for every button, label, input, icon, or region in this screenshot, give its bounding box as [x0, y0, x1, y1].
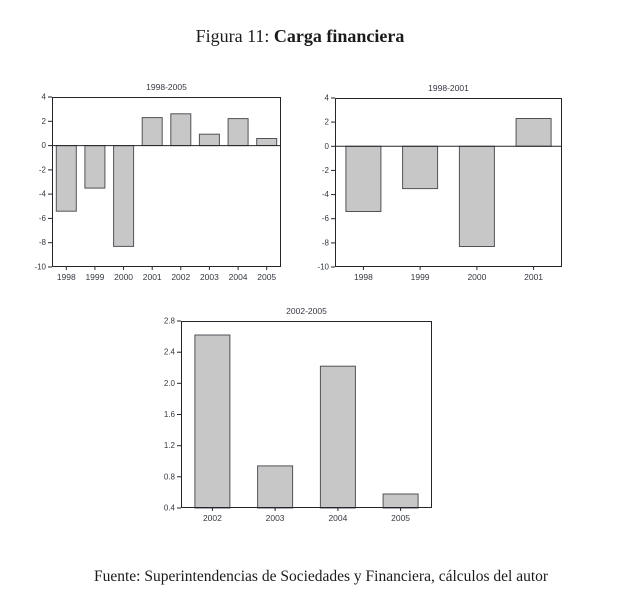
- y-tick-label: 2.0: [163, 378, 175, 388]
- figure-title-text: Carga financiera: [273, 26, 405, 46]
- bar-chart-2002-2005: [149, 303, 449, 536]
- y-tick-label: 4: [324, 93, 329, 103]
- x-tick-label: 2003: [265, 513, 285, 523]
- x-tick-label: 1999: [85, 272, 105, 282]
- y-tick-label: 4: [41, 92, 46, 102]
- bar-2001: [142, 118, 162, 146]
- x-tick-label: 2000: [467, 272, 487, 282]
- bar-2000: [114, 146, 134, 247]
- y-tick-label: 0: [41, 141, 46, 151]
- chart-title: 2002-2005: [286, 306, 327, 316]
- bar-chart-1998-2005: [20, 80, 310, 293]
- bar-chart-1998-2001: [303, 80, 593, 293]
- bar-2000: [459, 146, 494, 246]
- chart-canvas-1998-2005: [20, 80, 310, 288]
- y-tick-label: 0.8: [163, 472, 175, 482]
- y-tick-label: 1.6: [163, 410, 175, 419]
- x-tick-label: 2000: [114, 272, 134, 282]
- figure-title: [0, 26, 600, 47]
- x-tick-label: 1999: [410, 272, 430, 282]
- y-tick-label: -8: [321, 238, 329, 248]
- bar-2004: [320, 366, 355, 508]
- y-tick-label: -4: [321, 190, 329, 200]
- bar-2001: [516, 119, 551, 147]
- chart-title: 1998-2005: [146, 82, 187, 92]
- x-tick-label: 2002: [202, 513, 222, 523]
- x-tick-label: 2004: [328, 513, 348, 523]
- bar-2002: [195, 335, 230, 508]
- bar-2003: [199, 134, 219, 145]
- y-tick-label: 0.4: [163, 503, 175, 513]
- y-tick-label: -6: [321, 214, 329, 224]
- y-tick-label: -6: [38, 213, 46, 223]
- bar-1998: [346, 146, 381, 211]
- x-tick-label: 1998: [353, 272, 373, 282]
- y-tick-label: -10: [317, 262, 329, 272]
- bar-2003: [258, 466, 293, 508]
- y-tick-label: 1.2: [163, 441, 175, 451]
- x-tick-label: 2005: [257, 272, 277, 282]
- x-tick-label: 2003: [199, 272, 219, 282]
- bar-1999: [403, 146, 438, 188]
- figure-number-label: Figura 11:: [195, 26, 274, 46]
- y-tick-label: -4: [38, 189, 46, 199]
- y-tick-label: 0: [324, 141, 329, 151]
- chart-canvas-2002-2005: [149, 303, 449, 531]
- x-tick-label: 2004: [228, 272, 248, 282]
- bar-2002: [171, 114, 191, 146]
- y-tick-label: 2.8: [163, 316, 175, 326]
- y-tick-label: 2: [41, 116, 46, 126]
- y-tick-label: 2.4: [163, 347, 175, 357]
- y-tick-label: -2: [38, 165, 46, 175]
- x-tick-label: 1998: [56, 272, 76, 282]
- x-tick-label: 2001: [524, 272, 544, 282]
- x-tick-label: 2005: [391, 513, 411, 523]
- bar-2005: [257, 139, 277, 146]
- chart-canvas-1998-2001: [303, 80, 593, 288]
- bar-1999: [85, 146, 105, 189]
- y-tick-label: -8: [38, 238, 46, 248]
- bar-2004: [228, 119, 248, 146]
- source-note: Fuente: Superintendencias de Sociedades y Financiera, cálculos del autor: [93, 568, 549, 585]
- y-tick-label: -10: [34, 262, 46, 272]
- y-tick-label: -2: [321, 165, 329, 175]
- bar-1998: [56, 146, 76, 212]
- x-tick-label: 2002: [171, 272, 191, 282]
- bar-2005: [383, 494, 418, 508]
- chart-title: 1998-2001: [428, 83, 469, 93]
- y-tick-label: 2: [324, 117, 329, 127]
- x-tick-label: 2001: [142, 272, 162, 282]
